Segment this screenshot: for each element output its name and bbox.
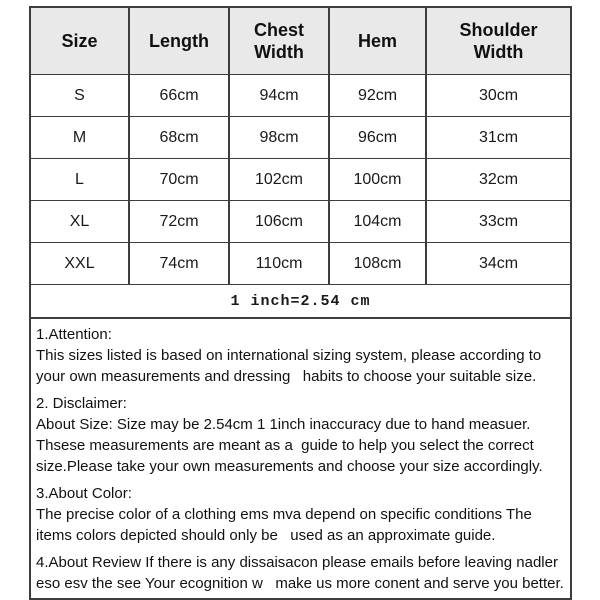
attention-title: 1.Attention: (36, 326, 112, 343)
cell-length-m: 68cm (129, 117, 229, 159)
table-row-s (30, 75, 571, 117)
cell-size-xl: XL (30, 201, 129, 243)
cell-hem-l: 100cm (329, 159, 426, 201)
attention-body: This sizes listed is based on international sizing system, please according to your own measurements and dressing habits to choose your suitable size. (36, 347, 546, 385)
size-chart-table (29, 6, 572, 319)
disclaimer-title: 2. Disclaimer: (36, 395, 127, 412)
column-header-shoulder-width: Shoulder Width (426, 7, 571, 75)
cell-hem-xxl: 108cm (329, 243, 426, 285)
cell-shoulder-xl: 33cm (426, 201, 571, 243)
cell-shoulder-m: 31cm (426, 117, 571, 159)
cell-shoulder-s: 30cm (426, 75, 571, 117)
note-section-disclaimer (36, 393, 565, 477)
cell-size-m: M (30, 117, 129, 159)
about-color-title: 3.About Color: (36, 485, 132, 502)
size-chart-sheet (29, 6, 570, 600)
cell-length-s: 66cm (129, 75, 229, 117)
table-row-xl (30, 201, 571, 243)
column-header-size: Size (30, 7, 129, 75)
cell-hem-s: 92cm (329, 75, 426, 117)
cell-chest-s: 94cm (229, 75, 329, 117)
note-section-about-color (36, 483, 565, 546)
table-row-l (30, 159, 571, 201)
cell-chest-m: 98cm (229, 117, 329, 159)
cell-chest-xl: 106cm (229, 201, 329, 243)
disclaimer-body: About Size: Size may be 2.54cm 1 1inch inaccuracy due to hand measuer. Thsese measurements are meant as a guide to help you select the correct size.Please take your own measurements and choose your size accordingly. (36, 416, 543, 475)
table-header-row (30, 7, 571, 75)
about-review-body: 4.About Review If there is any dissaisacon please emails before leaving nadler eso esv the see Your ecognition w make us more conent and serve you better. (36, 554, 564, 592)
inch-conversion-note: 1 inch=2.54 cm (30, 285, 571, 319)
note-section-about-review (36, 552, 565, 594)
cell-length-xxl: 74cm (129, 243, 229, 285)
cell-size-s: S (30, 75, 129, 117)
cell-shoulder-xxl: 34cm (426, 243, 571, 285)
cell-chest-l: 102cm (229, 159, 329, 201)
table-row-xxl (30, 243, 571, 285)
cell-length-l: 70cm (129, 159, 229, 201)
cell-shoulder-l: 32cm (426, 159, 571, 201)
cell-size-xxl: XXL (30, 243, 129, 285)
cell-size-l: L (30, 159, 129, 201)
notes-box (29, 319, 572, 600)
column-header-chest-width: Chest Width (229, 7, 329, 75)
cell-hem-xl: 104cm (329, 201, 426, 243)
note-section-attention (36, 324, 565, 387)
about-color-body: The precise color of a clothing ems mva depend on specific conditions The items colors depicted should only be used as an approximate guide. (36, 506, 536, 544)
column-header-hem: Hem (329, 7, 426, 75)
column-header-length: Length (129, 7, 229, 75)
table-footnote-row (30, 285, 571, 319)
cell-length-xl: 72cm (129, 201, 229, 243)
cell-chest-xxl: 110cm (229, 243, 329, 285)
table-row-m (30, 117, 571, 159)
cell-hem-m: 96cm (329, 117, 426, 159)
